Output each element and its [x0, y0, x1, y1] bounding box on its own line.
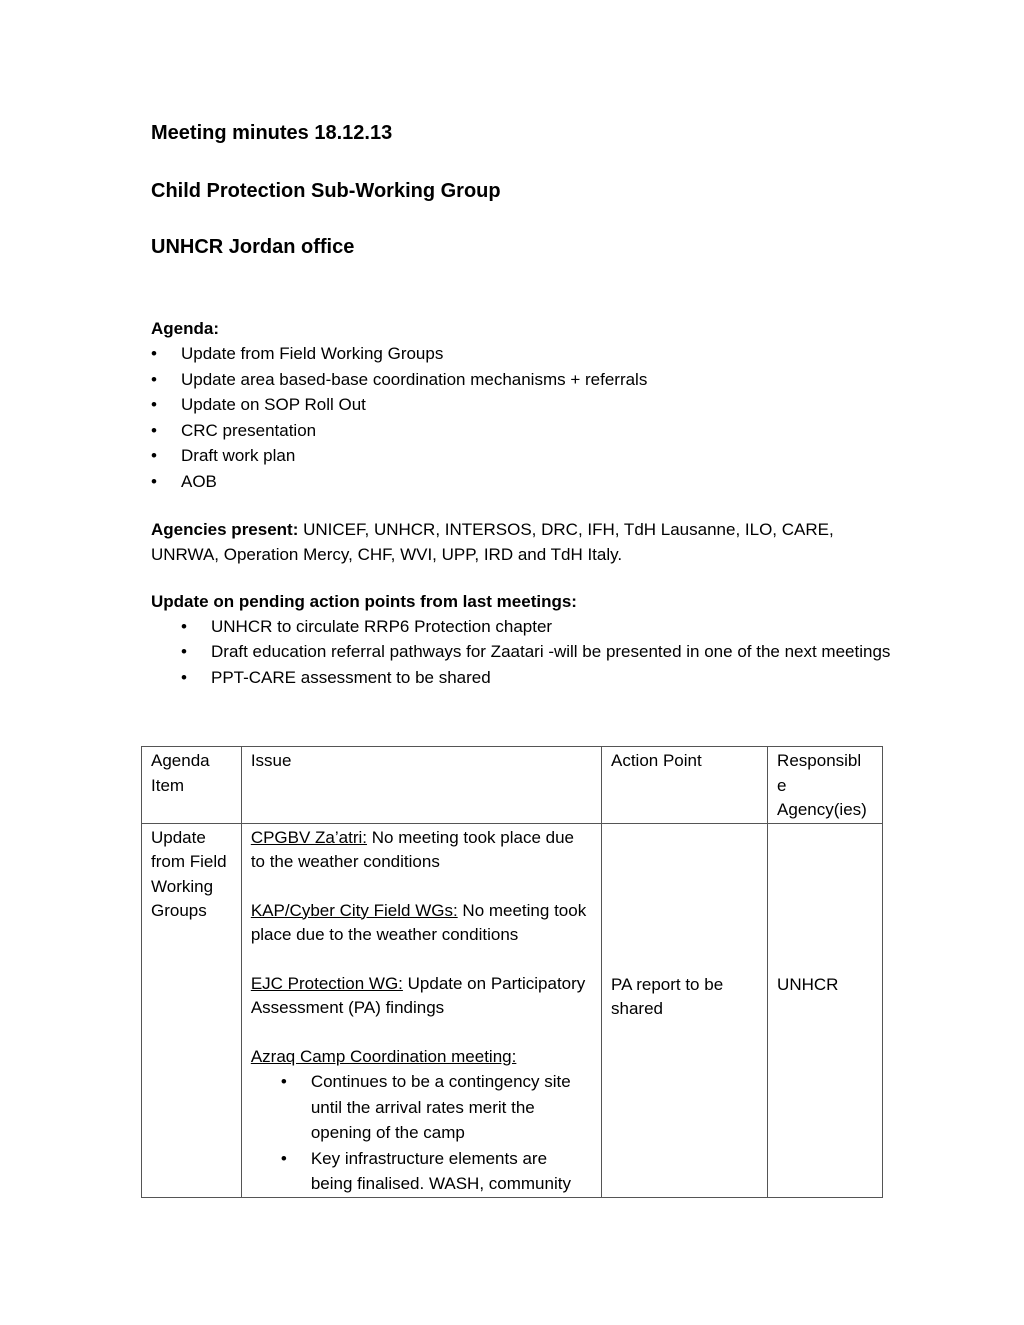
office-title: UNHCR Jordan office — [151, 236, 355, 258]
action-point-text: PA report to be shared — [611, 974, 724, 1018]
agenda-item: • Update on SOP Roll Out — [151, 392, 891, 418]
agencies-text: UNICEF, UNHCR, INTERSOS, DRC, IFH, TdH Lausanne, ILO, CARE, UNRWA, Operation Mercy, CHF, WVI, UPP, IRD and TdH Italy. — [151, 519, 834, 564]
azraq-item: • Key infrastructure elements are being finalised. WASH, community — [251, 1146, 592, 1197]
pending-heading: Update on pending action points from last meetings: — [151, 591, 577, 611]
agenda-heading: Agenda: — [151, 319, 219, 338]
issue-label: EJC Protection WG: — [250, 973, 403, 993]
header-issue: Issue — [241, 747, 601, 824]
cell-issue — [241, 823, 601, 1197]
responsible-text: UNHCR — [777, 974, 839, 994]
issue-label: Azraq Camp Coordination meeting: — [250, 1046, 517, 1066]
issue-text: No meeting took place due to the weather conditions — [250, 827, 574, 871]
cell-action-point — [602, 823, 768, 1197]
header-responsible: Responsibl e Agency(ies) — [768, 747, 883, 824]
agenda-list — [151, 341, 891, 495]
document-title: Meeting minutes 18.12.13 — [151, 122, 393, 144]
header-agenda-item: Agenda Item — [142, 747, 242, 824]
pending-item: • UNHCR to circulate RRP6 Protection chapter — [151, 614, 891, 640]
issue-text: Update on Participatory Assessment (PA) findings — [250, 973, 586, 1017]
agenda-item: • Draft work plan — [151, 443, 891, 469]
issue-label: CPGBV Za’atri: — [250, 827, 368, 847]
pending-item: • Draft education referral pathways for Zaatari -will be presented in one of the next meetings — [151, 639, 891, 665]
table-row — [142, 823, 883, 1197]
azraq-item: • Continues to be a contingency site until the arrival rates merit the opening of the camp — [251, 1069, 592, 1146]
cell-agenda-item: Update from Field Working Groups — [142, 823, 242, 1197]
issue-text: No meeting took place due to the weather conditions — [250, 900, 587, 944]
agenda-item: • CRC presentation — [151, 418, 891, 444]
header-action-point: Action Point — [602, 747, 768, 824]
working-group-title: Child Protection Sub-Working Group — [151, 180, 501, 202]
cell-responsible — [768, 823, 883, 1197]
agencies-label: Agencies present: — [151, 519, 299, 539]
agenda-item: • AOB — [151, 469, 891, 495]
pending-list — [151, 614, 891, 691]
cell-spacer — [611, 826, 758, 973]
agenda-item: • Update from Field Working Groups — [151, 341, 891, 367]
minutes-table — [141, 746, 883, 1198]
azraq-list — [251, 1069, 592, 1197]
document-page — [151, 118, 891, 690]
cell-spacer — [777, 826, 873, 973]
table-header-row — [142, 747, 883, 824]
issue-cpgbv — [251, 826, 592, 875]
issue-azraq — [251, 1045, 592, 1197]
pending-item: • PPT-CARE assessment to be shared — [151, 665, 891, 691]
agenda-item: • Update area based-base coordination mechanisms + referrals — [151, 367, 891, 393]
pending-actions — [151, 589, 891, 691]
issue-label: KAP/Cyber City Field WGs: — [250, 900, 458, 920]
issue-kap — [251, 899, 592, 948]
agencies-present — [151, 517, 891, 567]
issue-ejc — [251, 972, 592, 1021]
